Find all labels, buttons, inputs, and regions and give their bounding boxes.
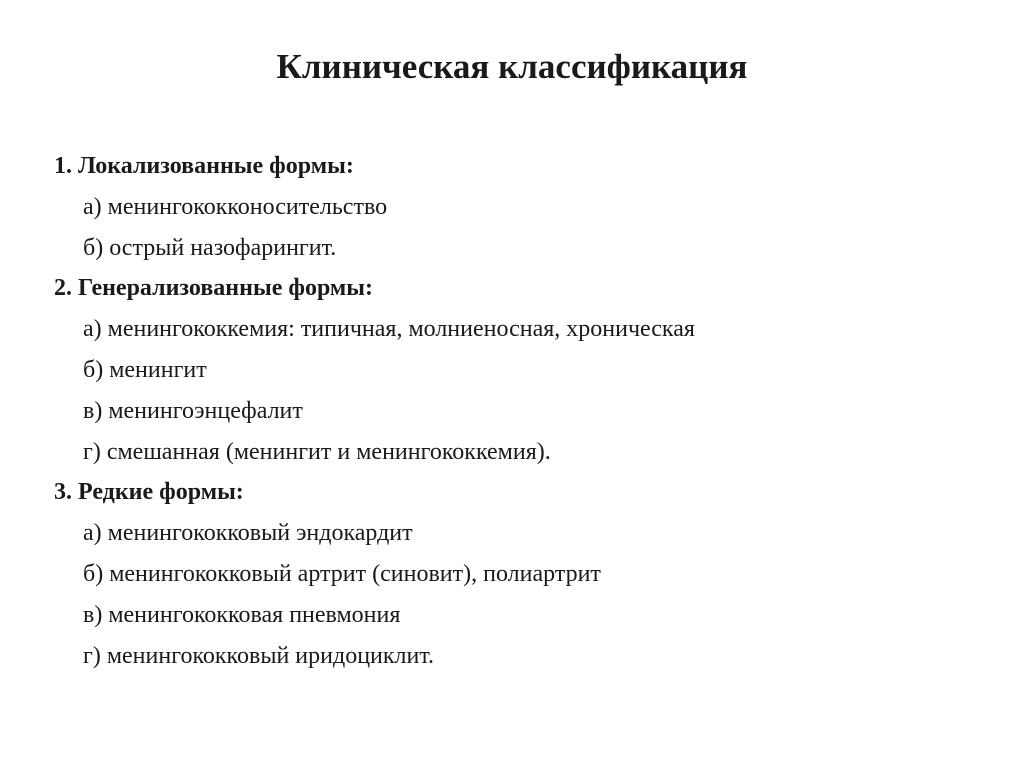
list-item: в) менингоэнцефалит xyxy=(83,397,303,424)
classification-list xyxy=(54,146,994,676)
slide-title: Клиническая классификация xyxy=(276,47,748,86)
list-item: в) менингококковая пневмония xyxy=(83,601,401,628)
list-item: а) менингококковый эндокардит xyxy=(83,520,413,547)
section-heading-rare: 3. Редкие формы: xyxy=(54,479,244,506)
list-item: г) смешанная (менингит и менингококкемия). xyxy=(83,438,551,465)
list-item: б) менингит xyxy=(83,356,207,383)
section-heading-generalized: 2. Генерализованные формы: xyxy=(54,275,374,302)
list-item: а) менингококконосительство xyxy=(83,193,388,220)
list-item: б) менингококковый артрит (синовит), полиартрит xyxy=(83,560,601,587)
section-heading-localized: 1. Локализованные формы: xyxy=(54,153,354,179)
list-item: г) менингококковый иридоциклит. xyxy=(83,642,435,669)
list-item: а) менингококкемия: типичная, молниеносная, хроническая xyxy=(83,316,695,343)
list-item: б) острый назофарингит. xyxy=(83,234,337,261)
